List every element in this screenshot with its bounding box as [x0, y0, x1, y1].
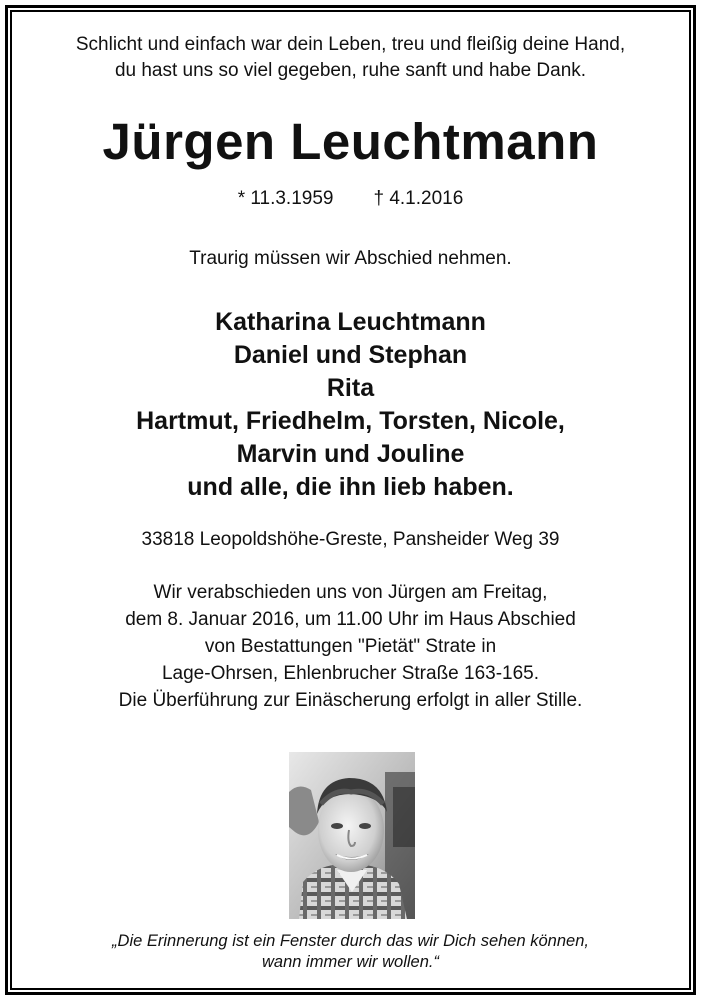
- farewell-line: von Bestattungen "Pietät" Strate in: [204, 636, 497, 657]
- mourner-line: und alle, die ihn lieb haben.: [187, 473, 514, 501]
- intro-text: Traurig müssen wir Abschied nehmen.: [189, 248, 512, 269]
- portrait-illustration: [289, 752, 415, 919]
- quote-line-1: „Die Erinnerung ist ein Fenster durch das wir Dich sehen können,: [112, 932, 589, 950]
- address: 33818 Leopoldshöhe-Greste, Pansheider Weg 39: [141, 529, 560, 550]
- farewell-line: Wir verabschieden uns von Jürgen am Freitag,: [153, 582, 548, 603]
- farewell-line: Die Überführung zur Einäscherung erfolgt in aller Stille.: [118, 690, 583, 711]
- mourner-line: Rita: [326, 374, 375, 402]
- verse-line-2: du hast uns so viel gegeben, ruhe sanft und habe Dank.: [114, 60, 587, 81]
- farewell-line: Lage-Ohrsen, Ehlenbrucher Straße 163-165.: [161, 663, 540, 684]
- mourner-line: Hartmut, Friedhelm, Torsten, Nicole,: [136, 407, 565, 435]
- life-dates: [0, 186, 701, 212]
- birth-date: * 11.3.1959: [237, 188, 334, 209]
- mourner-line: Daniel und Stephan: [233, 341, 468, 369]
- deceased-name: Jürgen Leuchtmann: [102, 113, 599, 170]
- verse-line-1: Schlicht und einfach war dein Leben, treu und fleißig deine Hand,: [75, 34, 626, 55]
- quote-line-2: wann immer wir wollen.“: [262, 953, 439, 971]
- portrait-photo: [289, 752, 415, 919]
- farewell-line: dem 8. Januar 2016, um 11.00 Uhr im Haus Abschied: [125, 609, 576, 630]
- death-date: † 4.1.2016: [373, 188, 464, 209]
- mourner-line: Marvin und Jouline: [236, 440, 465, 468]
- mourner-line: Katharina Leuchtmann: [215, 308, 486, 336]
